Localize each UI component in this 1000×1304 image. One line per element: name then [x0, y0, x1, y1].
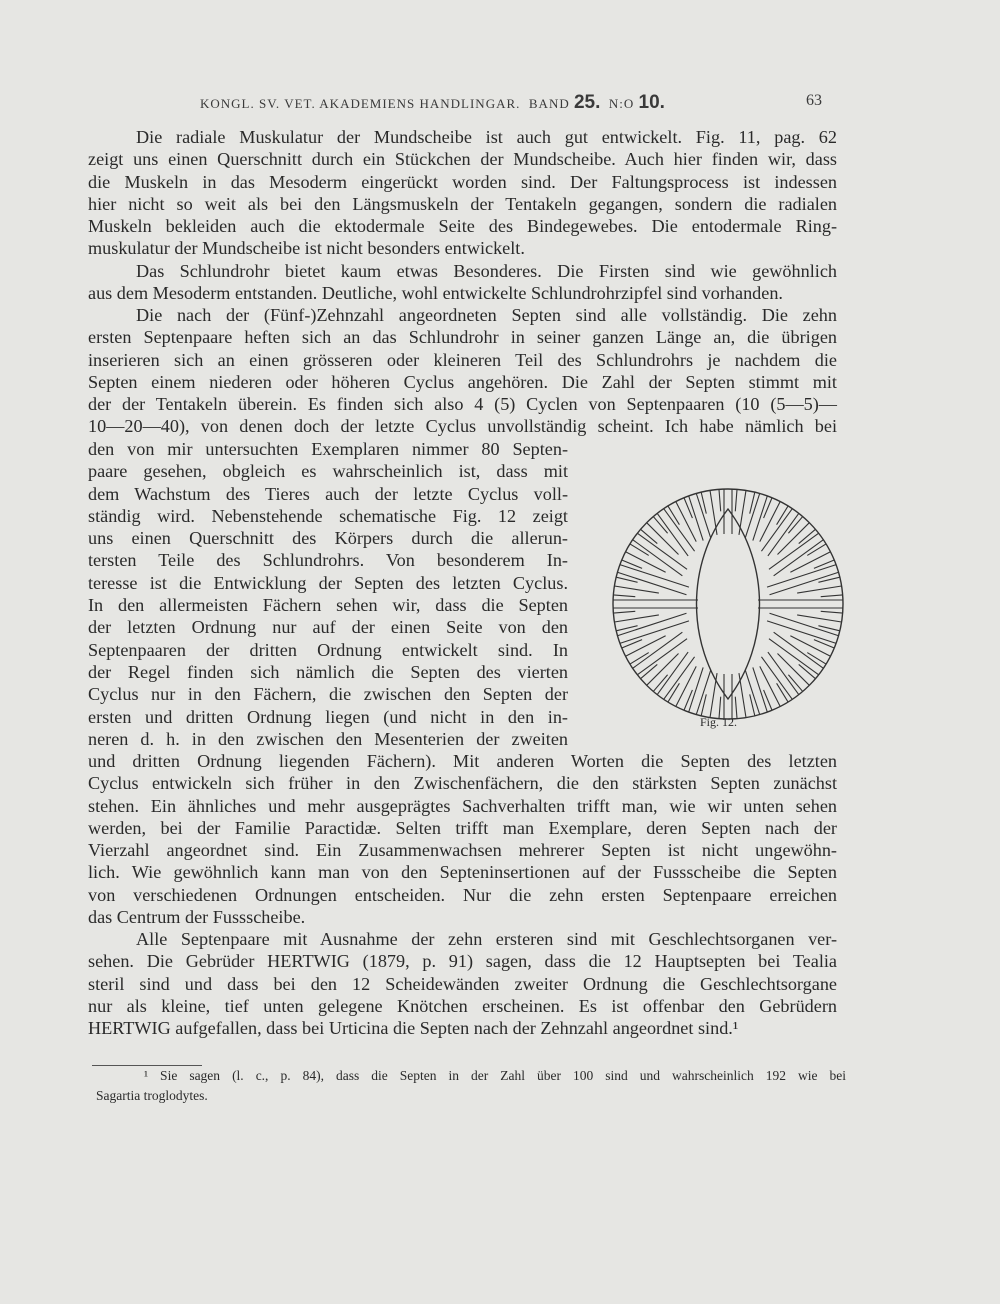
- paragraph-schlundrohr: [88, 260, 837, 305]
- text-line: Cyclus entwickeln sich früher in den Zwischenfächern, die den stärksten Septen zunächst: [88, 773, 837, 794]
- paragraph-geschlechtsorgane: [88, 928, 837, 1039]
- text-line: ersten Septenpaare heften sich an das Schlundrohr in seiner ganzen Länge an, die übrigen: [88, 327, 837, 348]
- text-line: Sagartia troglodytes.: [96, 1088, 208, 1103]
- figure-stroke: [753, 496, 768, 541]
- band-number: 25.: [573, 92, 601, 113]
- paragraph-septen-continued: [88, 750, 837, 928]
- paragraph-radial-muscles: [88, 126, 837, 260]
- nr-label: N:O: [608, 96, 635, 111]
- figure-stroke: [689, 667, 704, 712]
- text-line: tersten Teile des Schlundrohrs. Von besonderem In-: [88, 550, 568, 571]
- text-line: In den allermeisten Fächern sehen wir, dass die Septen: [88, 595, 568, 616]
- paragraph-septen: [88, 304, 837, 438]
- text-line: steril sind und dass bei den 12 Scheidewänden zweiter Ordnung die Geschlechtsorgane: [88, 973, 837, 994]
- text-line: Die nach der (Fünf-)Zehnzahl angeordneten Septen sind alle vollständig. Die zehn: [136, 305, 837, 325]
- text-line: Das Schlundrohr bietet kaum etwas Besonderes. Die Firsten sind wie gewöhnlich: [136, 261, 837, 281]
- text-line: der Regel finden sich nämlich die Septen des vierten: [88, 661, 568, 682]
- figure-stroke: [613, 595, 635, 597]
- figure-stroke: [622, 640, 642, 648]
- text-line: Cyclus nur in den Fächern, die zwischen den Septen der: [88, 684, 568, 705]
- running-header: [200, 92, 822, 114]
- text-line: uns einen Querschnitt des Körpers durch die allerun-: [88, 528, 568, 549]
- text-line: sehen. Die Gebrüder HERTWIG (1879, p. 91) sagen, dass die 12 Hauptsepten bei Tealia: [88, 951, 837, 972]
- text-line: ersten und dritten Ordnung liegen (und nicht in den in-: [88, 706, 568, 727]
- figure-stroke: [774, 632, 824, 668]
- text-line: Septenpaaren der dritten Ordnung entwickelt sind. In: [88, 639, 568, 660]
- figure-stroke: [753, 667, 768, 712]
- text-line: aus dem Mesoderm entstanden. Deutliche, wohl entwickelte Schlundrohrzipfel sind vorhanden.: [88, 283, 783, 304]
- figure-12-septa-cross-section: [606, 474, 850, 734]
- text-line: zeigt uns einen Querschnitt durch ein Stückchen der Mundscheibe. Auch hier finden wir, dass: [88, 149, 837, 170]
- text-line: Muskeln bekleiden auch die ektodermale Seite des Bindegewebes. Die entodermale Ring-: [88, 216, 837, 237]
- text-line: werden, bei der Familie Paractidæ. Selten trifft man Exemplare, deren Septen nach der: [88, 817, 837, 838]
- text-line: Alle Septenpaare mit Ausnahme der zehn ersteren sind mit Geschlechtsorganen ver-: [136, 929, 837, 949]
- text-line: Vierzahl angeordnet sind. Ein Zusammenwachsen mehrerer Septen ist nicht ungewöhn-: [88, 840, 837, 861]
- figure-stroke: [613, 611, 635, 613]
- figure-stroke: [764, 498, 772, 518]
- figure-stroke: [768, 652, 799, 695]
- figure-stroke: [633, 540, 683, 576]
- text-line: den von mir untersuchten Exemplaren nimmer 80 Septen-: [88, 439, 568, 459]
- figure-stroke: [633, 632, 683, 668]
- text-line: ständig wird. Nebenstehende schematische Fig. 12 zeigt: [88, 505, 568, 526]
- figure-stroke: [676, 502, 696, 542]
- paragraph-septen-narrow: [88, 438, 568, 750]
- text-line: nur als kleine, tief unten gelegene Knötchen erscheinen. Es ist offenbar den Gebrüdern: [88, 995, 837, 1016]
- figure-stroke: [626, 636, 666, 656]
- figure-stroke: [626, 552, 666, 572]
- band-label: BAND: [528, 96, 570, 111]
- figure-stroke: [821, 595, 843, 597]
- figure-stroke: [710, 673, 717, 717]
- text-line: das Centrum der Fussscheibe.: [88, 907, 306, 928]
- figure-stroke: [821, 611, 843, 613]
- figure-stroke: [764, 690, 772, 710]
- figure-stroke: [676, 666, 696, 706]
- text-line: von verschiedenen Ordnungen entscheiden. Nur die zehn ersten Septenpaare erreichen: [88, 884, 837, 905]
- figure-stroke: [760, 502, 780, 542]
- text-line: inserieren sich an einen grösseren oder kleineren Teil des Schlundrohrs je nachdem die: [88, 349, 837, 370]
- figure-stroke: [774, 540, 824, 576]
- text-line: HERTWIG aufgefallen, dass bei Urticina die Septen nach der Zehnzahl angeordnet sind.¹: [88, 1018, 739, 1039]
- text-line: Septen einem niederen oder höheren Cyclus angehören. Die Zahl der Septen stimmt mit: [88, 371, 837, 392]
- text-line: der der Tentakeln überein. Es finden sich also 4 (5) Cyclen von Septenpaaren (10 (5—5)—: [88, 394, 837, 415]
- text-line: der letzten Ordnung nur auf der einen Seite von den: [88, 617, 568, 638]
- figure-stroke: [719, 489, 721, 511]
- text-line: stehen. Ein ähnliches und mehr ausgeprägtes Sachverhalten trifft man, wie wir unten sehen: [88, 795, 837, 816]
- figure-stroke: [697, 509, 760, 699]
- text-line: Die radiale Muskulatur der Mundscheibe ist auch gut entwickelt. Fig. 11, pag. 62: [136, 127, 837, 147]
- figure-stroke: [739, 673, 746, 717]
- figure-stroke: [684, 498, 692, 518]
- footnote: [96, 1066, 846, 1106]
- text-line: paare gesehen, obgleich es wahrscheinlich ist, dass mit: [88, 461, 568, 482]
- figure-stroke: [689, 496, 704, 541]
- text-line: die Muskeln in das Mesoderm eingerückt worden sind. Der Faltungsprocess ist indessen: [88, 171, 837, 192]
- text-line: 10—20—40), von denen doch der letzte Cyclus unvollständig scheint. Ich habe nämlich bei: [88, 416, 837, 437]
- figure-stroke: [814, 560, 834, 568]
- text-line: und dritten Ordnung liegenden Fächern). Mit anderen Worten die Septen des letzten: [88, 751, 837, 771]
- page-number: 63: [806, 92, 822, 109]
- figure-stroke: [657, 513, 688, 556]
- figure-stroke: [790, 636, 830, 656]
- text-line: hier nicht so weit als bei den Längsmuskeln der Tentakeln gegangen, sondern die radialen: [88, 193, 837, 214]
- figure-stroke: [768, 513, 799, 556]
- journal-title: KONGL. SV. VET. AKADEMIENS HANDLINGAR.: [200, 96, 521, 111]
- figure-stroke: [614, 615, 658, 622]
- text-line: teresse ist die Entwicklung der Septen des letzten Cyclus.: [88, 572, 568, 593]
- figure-stroke: [614, 586, 658, 593]
- text-line: muskulatur der Mundscheibe ist nicht besonders entwickelt.: [88, 238, 525, 259]
- issue-number: 10.: [638, 92, 665, 113]
- figure-stroke: [797, 615, 841, 622]
- text-line: lich. Wie gewöhnlich kann man von den Septeninsertionen auf der Fussscheibe die Septen: [88, 862, 837, 883]
- figure-stroke: [735, 489, 737, 511]
- figure-stroke: [760, 666, 780, 706]
- text-line: ¹ Sie sagen (l. c., p. 84), dass die Septen in der Zahl über 100 sind und wahrscheinlich 192 wie bei: [144, 1068, 846, 1083]
- figure-stroke: [657, 652, 688, 695]
- figure-stroke: [684, 690, 692, 710]
- figure-stroke: [739, 490, 746, 534]
- figure-caption: Fig. 12.: [700, 715, 738, 729]
- figure-stroke: [814, 640, 834, 648]
- text-line: dem Wachstum des Tieres auch der letzte Cyclus voll-: [88, 483, 568, 504]
- figure-stroke: [710, 490, 717, 534]
- figure-stroke: [790, 552, 830, 572]
- figure-stroke: [622, 560, 642, 568]
- figure-stroke: [797, 586, 841, 593]
- text-line: neren d. h. in den zwischen den Mesenterien der zweiten: [88, 728, 568, 749]
